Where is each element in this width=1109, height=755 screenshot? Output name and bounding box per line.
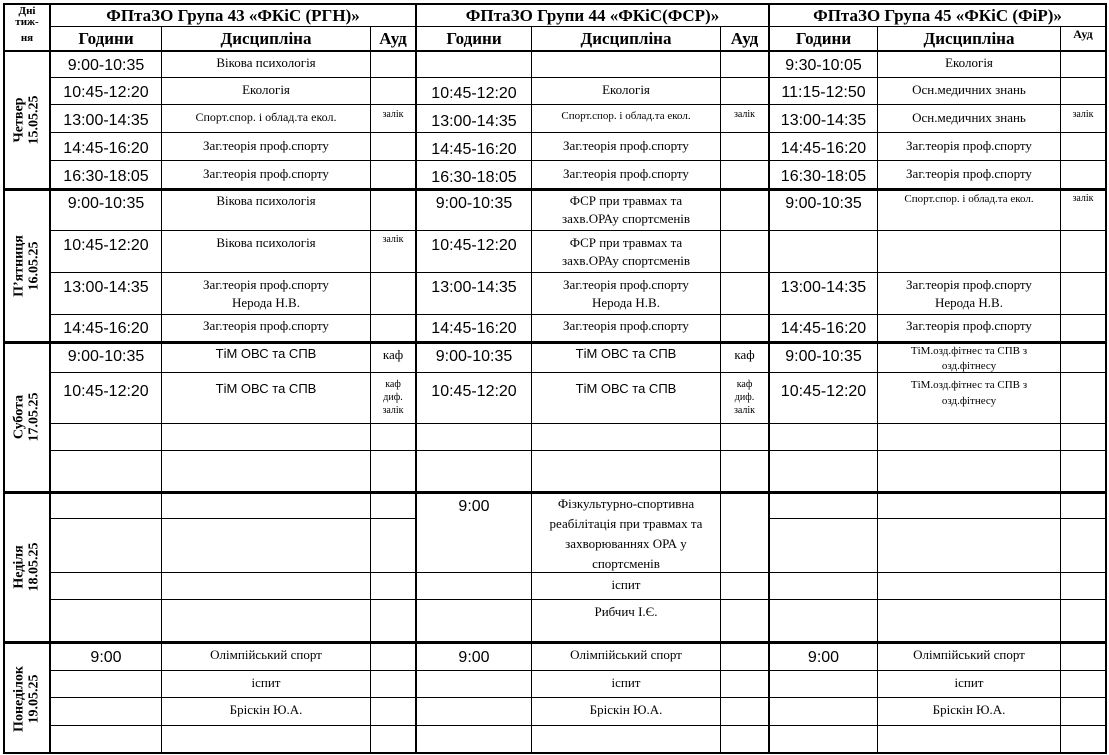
row-line [50, 450, 1106, 451]
row-line [50, 372, 1106, 373]
day-separator [3, 341, 1106, 344]
room-cell: каф [385, 379, 401, 390]
time-cell: 10:45-12:20 [63, 237, 149, 254]
discipline-cell: Олімпійський спорт [913, 647, 1025, 662]
time-cell: 10:45-12:20 [431, 237, 517, 254]
discipline-cell: Олімпійський спорт [570, 647, 682, 662]
row-line [50, 572, 1106, 573]
time-cell: 10:45-12:20 [63, 383, 149, 400]
col-room-header: Ауд [730, 29, 759, 48]
time-cell: 16:30-18:05 [63, 168, 149, 185]
col-discipline-header: Дисципліна [923, 29, 1015, 48]
time-cell: 13:00-14:35 [431, 113, 517, 130]
time-cell: 13:00-14:35 [63, 279, 149, 296]
row-line [50, 77, 1106, 78]
time-cell: 9:00 [458, 649, 490, 666]
time-cell: 9:00 [807, 649, 840, 666]
time-cell: 14:45-16:20 [431, 320, 517, 337]
col-discipline-header: Дисципліна [580, 29, 672, 48]
discipline-cell: ФСР при травмах та [569, 193, 683, 208]
time-cell: 9:00-10:35 [67, 348, 145, 365]
time-cell: 13:00-14:35 [431, 279, 517, 296]
room-cell: каф [736, 379, 753, 390]
discipline-cell: Заг.теорія проф.спорту [563, 138, 689, 153]
discipline-cell: Заг.теорія проф.спорту [203, 138, 329, 153]
teacher-cell: Бріскін Ю.А. [589, 702, 663, 717]
row-line [50, 670, 1106, 671]
discipline-cell: озд.фітнесу [941, 360, 997, 372]
room-cell: залік [382, 109, 404, 120]
day-label-monday: Понеділок 19.05.25 [11, 666, 41, 732]
discipline-cell: Осн.медичних знань [912, 82, 1026, 97]
exam-cell: іспит [954, 675, 984, 690]
time-cell: 14:45-16:20 [431, 141, 517, 158]
col-hours-header: Години [795, 29, 852, 48]
time-cell: 14:45-16:20 [780, 320, 867, 337]
discipline-cell: реабілітація при травмах та [549, 516, 703, 531]
room-cell: залік [1072, 193, 1094, 204]
time-cell: 10:45-12:20 [780, 383, 867, 400]
time-cell: 13:00-14:35 [780, 112, 867, 129]
teacher-cell: Нерода Н.В. [232, 295, 300, 310]
discipline-cell: Фізкультурно-спортивна [557, 496, 695, 511]
discipline-cell: ТіМ.озд.фітнес та СПВ з [910, 345, 1028, 357]
col-room-header: Ауд [379, 29, 407, 48]
room-cell: залік [733, 405, 756, 416]
time-cell: 14:45-16:20 [63, 140, 149, 157]
header-divider [50, 26, 1106, 27]
day-label-saturday: Субота 17.05.25 [11, 392, 41, 442]
discipline-cell: Екологія [242, 82, 290, 97]
discipline-cell: Екологія [602, 82, 650, 97]
teacher-cell: Бріскін Ю.А. [229, 702, 303, 717]
col-room-header: Ауд [1073, 27, 1093, 41]
discipline-cell: Осн.медичних знань [912, 110, 1026, 125]
col-discipline-header: Дисципліна [220, 29, 312, 48]
row-line [50, 314, 1106, 315]
day-separator [3, 188, 1106, 191]
discipline-cell: Заг.теорія проф.спорту [203, 277, 329, 292]
time-cell: 16:30-18:05 [780, 168, 867, 185]
table-border-top [3, 3, 1106, 5]
exam-cell: іспит [251, 675, 281, 690]
time-cell: 10:45-12:20 [431, 85, 517, 102]
time-cell: 9:30-10:05 [785, 57, 862, 74]
time-cell: 9:00-10:35 [785, 348, 862, 365]
discipline-cell: Олімпійський спорт [210, 647, 322, 662]
header-bottom-border [3, 50, 1106, 52]
time-cell: 10:45-12:20 [63, 84, 149, 101]
exam-cell: іспит [611, 675, 641, 690]
row-line [50, 132, 1106, 133]
discipline-cell: Вікова психологія [216, 55, 316, 70]
row-line [50, 104, 1106, 105]
days-header: ня [20, 32, 34, 44]
row-line [50, 272, 1106, 273]
exam-cell: іспит [611, 577, 641, 592]
discipline-cell: озд.фітнесу [941, 395, 997, 407]
day-label-thursday: Четвер 15.05.25 [11, 95, 41, 145]
time-cell: 9:00-10:35 [67, 57, 145, 74]
col-line [1060, 26, 1061, 754]
row-line [50, 725, 1106, 726]
time-cell: 9:00-10:35 [785, 195, 862, 212]
day-label-friday: П’ятниця 16.05.25 [11, 235, 41, 297]
col-line [370, 26, 371, 754]
table-border-bottom [3, 752, 1106, 754]
discipline-cell: спортсменів [592, 556, 660, 571]
discipline-cell: захв.ОРАу спортсменів [561, 211, 691, 226]
room-cell: каф [382, 347, 404, 362]
row-line [50, 599, 1106, 600]
discipline-cell: захворюваннях ОРА у [565, 536, 687, 551]
row-line [50, 160, 1106, 161]
row-line [50, 423, 1106, 424]
discipline-cell: ТіМ ОВС та СПВ [575, 381, 677, 396]
discipline-cell: ТіМ ОВС та СПВ [215, 381, 317, 396]
col-hours-header: Години [446, 29, 502, 48]
room-cell: залік [382, 405, 404, 416]
row-line [50, 518, 416, 519]
days-header: Дні [18, 5, 36, 17]
room-cell: каф [734, 347, 755, 362]
time-cell: 9:00-10:35 [435, 348, 513, 365]
time-cell: 9:00-10:35 [67, 195, 145, 212]
room-cell: диф. [734, 392, 755, 403]
days-header: тиж- [15, 16, 39, 28]
room-cell: залік [733, 109, 756, 120]
time-cell: 9:00 [90, 649, 122, 666]
row-line [50, 697, 1106, 698]
discipline-cell: ТіМ ОВС та СПВ [215, 346, 317, 361]
time-cell: 14:45-16:20 [63, 320, 149, 337]
discipline-cell: Спорт.спор. і облад.та екол. [195, 110, 337, 124]
time-cell: 16:30-18:05 [431, 169, 517, 186]
time-cell: 10:45-12:20 [431, 383, 517, 400]
room-cell: залік [1072, 109, 1094, 120]
discipline-cell: Заг.теорія проф.спорту [906, 138, 1032, 153]
time-cell: 9:00 [458, 498, 490, 515]
discipline-cell: Спорт.спор. і облад.та екол. [904, 193, 1034, 205]
time-cell: 13:00-14:35 [63, 112, 149, 129]
group-45-title: ФПтаЗО Група 45 «ФКіС (ФіР)» [813, 6, 1062, 25]
teacher-cell: Нерода Н.В. [935, 295, 1003, 310]
teacher-cell: Рибчич І.Є. [594, 604, 658, 619]
row-line [769, 518, 1106, 519]
group-44-title: ФПтаЗО Групи 44 «ФКіС(ФСР)» [465, 6, 720, 25]
discipline-cell: Заг.теорія проф.спорту [203, 166, 329, 181]
time-cell: 14:45-16:20 [780, 140, 867, 157]
room-cell: залік [382, 234, 404, 245]
teacher-cell: Бріскін Ю.А. [932, 702, 1006, 717]
discipline-cell: Заг.теорія проф.спорту [906, 166, 1032, 181]
discipline-cell: Заг.теорія проф.спорту [563, 318, 689, 333]
discipline-cell: Заг.теорія проф.спорту [906, 318, 1032, 333]
discipline-cell: Заг.теорія проф.спорту [563, 166, 689, 181]
group-43-title: ФПтаЗО Група 43 «ФКіС (РГН)» [106, 6, 360, 25]
discipline-cell: Вікова психологія [216, 193, 316, 208]
time-cell: 11:15-12:50 [781, 84, 866, 101]
room-cell: диф. [383, 392, 403, 403]
time-cell: 13:00-14:35 [780, 279, 867, 296]
discipline-cell: Вікова психологія [216, 235, 316, 250]
discipline-cell: Заг.теорія проф.спорту [563, 277, 689, 292]
day-label-sunday: Неділя 18.05.25 [11, 542, 41, 592]
table-border-right [1105, 3, 1107, 754]
discipline-cell: ТіМ ОВС та СПВ [575, 346, 677, 361]
row-line [50, 230, 1106, 231]
discipline-cell: Екологія [945, 55, 993, 70]
col-line [720, 26, 721, 754]
teacher-cell: Нерода Н.В. [592, 295, 660, 310]
discipline-cell: захв.ОРАу спортсменів [561, 253, 691, 268]
day-separator [3, 641, 1106, 644]
col-hours-header: Години [78, 29, 134, 48]
discipline-cell: Спорт.спор. і облад.та екол. [561, 110, 691, 122]
discipline-cell: ТіМ.озд.фітнес та СПВ з [910, 379, 1028, 391]
time-cell: 9:00-10:35 [435, 195, 513, 212]
table-border-left [3, 3, 5, 754]
day-separator [3, 491, 1106, 494]
discipline-cell: Заг.теорія проф.спорту [906, 277, 1032, 292]
discipline-cell: Заг.теорія проф.спорту [203, 318, 329, 333]
discipline-cell: ФСР при травмах та [569, 235, 683, 250]
